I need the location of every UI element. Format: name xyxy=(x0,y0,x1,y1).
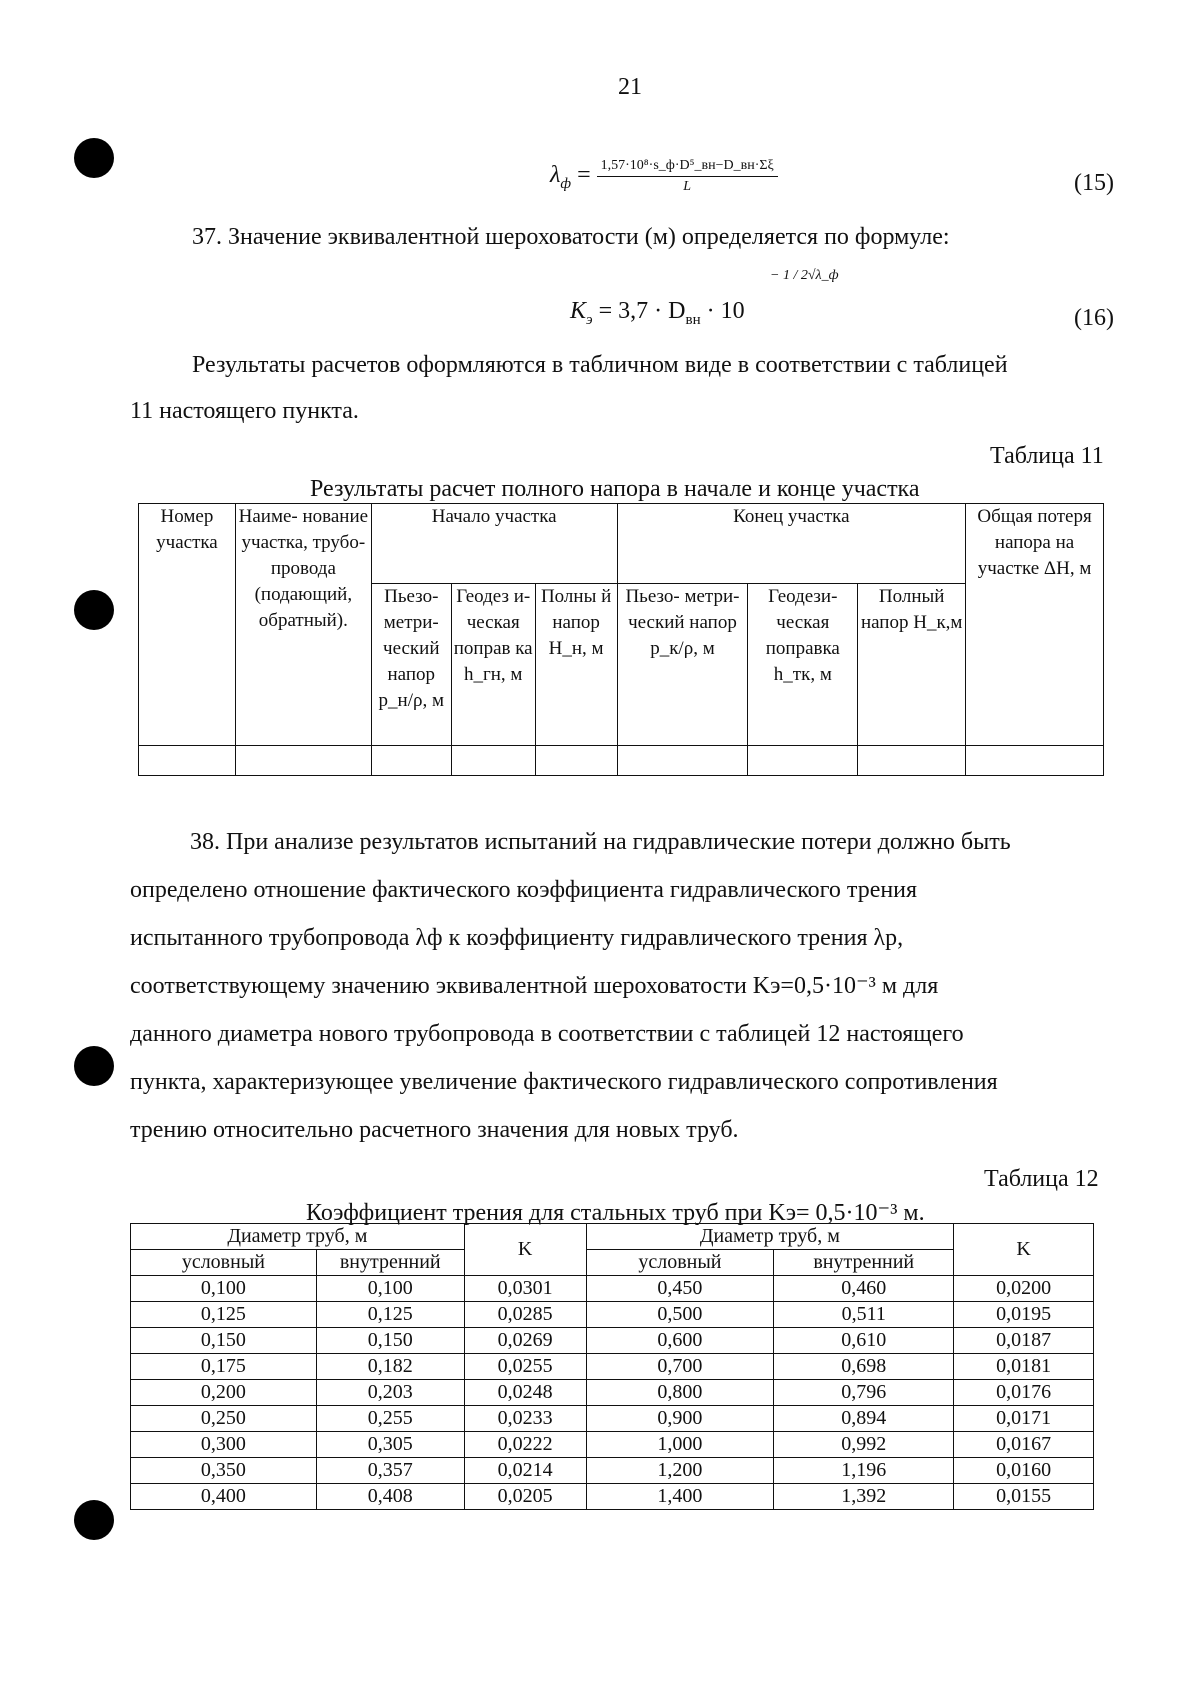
table-11-caption: Результаты расчет полного напора в начале и конце участка xyxy=(310,476,920,502)
table-11 xyxy=(138,503,1104,776)
binder-hole xyxy=(74,1046,114,1086)
col-header-k-2: K xyxy=(954,1224,1094,1276)
table-row: 0,200 0,203 0,0248 0,800 0,796 0,0176 xyxy=(131,1380,1094,1406)
table-row: 0,300 0,305 0,0222 1,000 0,992 0,0167 xyxy=(131,1432,1094,1458)
binder-hole xyxy=(74,138,114,178)
equation-number-15: (15) xyxy=(1074,170,1114,196)
table-row: 0,250 0,255 0,0233 0,900 0,894 0,0171 xyxy=(131,1406,1094,1432)
table-12-label: Таблица 12 xyxy=(984,1166,1099,1192)
table-row: 0,350 0,357 0,0214 1,200 1,196 0,0160 xyxy=(131,1458,1094,1484)
table-12-caption: Коэффициент трения для стальных труб при Kэ= 0,5·10⁻³ м. xyxy=(306,1200,925,1226)
page-number: 21 xyxy=(618,74,642,100)
formula-16: $K_э = 3,7 \cdot D_{вн} \cdot 10$ xyxy=(570,298,745,328)
subheader-nominal: условный xyxy=(131,1250,317,1276)
table-row xyxy=(139,746,1104,776)
paragraph-37: 37. Значение эквивалентной шероховатости (м) определяется по формуле: xyxy=(192,224,950,250)
table-11-label: Таблица 11 xyxy=(990,443,1104,469)
subheader-start-piezo: Пьезо- метри- ческий напор p_н/ρ, м xyxy=(371,584,451,746)
results-paragraph: Результаты расчетов оформляются в табличном виде в соответствии с таблицей 11 настоящего пункта. xyxy=(130,352,1008,424)
subheader-end-piezo: Пьезо- метри- ческий напор p_к/ρ, м xyxy=(617,584,748,746)
binder-hole xyxy=(74,1500,114,1540)
col-header-name: Наиме- нование участка, трубо- провода (подающий, обратный). xyxy=(235,504,371,746)
col-header-diameter-2: Диаметр труб, м xyxy=(586,1224,954,1250)
formula-15: $\lambda_ф$ = $\frac{\text{1,57·10⁸·s\_ф·D⁵\_вн−D\_вн·Σξ}}{L}$ xyxy=(550,158,778,195)
binder-hole xyxy=(74,590,114,630)
paragraph-38: 38. При анализе результатов испытаний на гидравлические потери должно быть определено отношение фактического коэффициента гидравлического трения испытанного трубопровода λф к коэффициенту гидравлического трения λр, соответствующему значению эквивалентной шероховатости Kэ=0,5·10⁻³ м для данного диаметра нового трубопровода в соответствии с таблицей 12 настоящего пункта, характеризующее увеличение фактического гидравлического сопротивления трению относительно расчетного значения для новых труб. xyxy=(130,829,1011,1143)
formula-16-exponent: − 1 / 2√λ_ф xyxy=(770,268,839,283)
col-header-total-loss: Общая потеря напора на участке ΔH, м xyxy=(966,504,1104,746)
subheader-nominal-2: условный xyxy=(586,1250,774,1276)
subheader-end-geo: Геодези- ческая поправка h_тк, м xyxy=(748,584,858,746)
col-header-start: Начало участка xyxy=(371,504,617,584)
subheader-inner-2: внутренний xyxy=(774,1250,954,1276)
subheader-inner: внутренний xyxy=(316,1250,464,1276)
col-header-k: K xyxy=(464,1224,586,1276)
table-row: 0,400 0,408 0,0205 1,400 1,392 0,0155 xyxy=(131,1484,1094,1510)
subheader-start-full: Полны й напор H_н, м xyxy=(535,584,617,746)
equation-number-16: (16) xyxy=(1074,305,1114,331)
table-12 xyxy=(130,1223,1094,1510)
subheader-start-geo: Геодез и- ческая поправ ка h_гн, м xyxy=(451,584,535,746)
subheader-end-full: Полный напор H_к,м xyxy=(858,584,966,746)
table-row: 0,100 0,100 0,0301 0,450 0,460 0,0200 xyxy=(131,1276,1094,1302)
col-header-diameter: Диаметр труб, м xyxy=(131,1224,465,1250)
table-row: 0,175 0,182 0,0255 0,700 0,698 0,0181 xyxy=(131,1354,1094,1380)
formula-15-denominator: L xyxy=(683,179,692,194)
formula-15-numerator: 1,57·10⁸·s_ф·D⁵_вн−D_вн·Σξ xyxy=(597,158,778,177)
table-row: 0,150 0,150 0,0269 0,600 0,610 0,0187 xyxy=(131,1328,1094,1354)
col-header-number: Номер участка xyxy=(139,504,236,746)
table-row: 0,125 0,125 0,0285 0,500 0,511 0,0195 xyxy=(131,1302,1094,1328)
col-header-end: Конец участка xyxy=(617,504,966,584)
